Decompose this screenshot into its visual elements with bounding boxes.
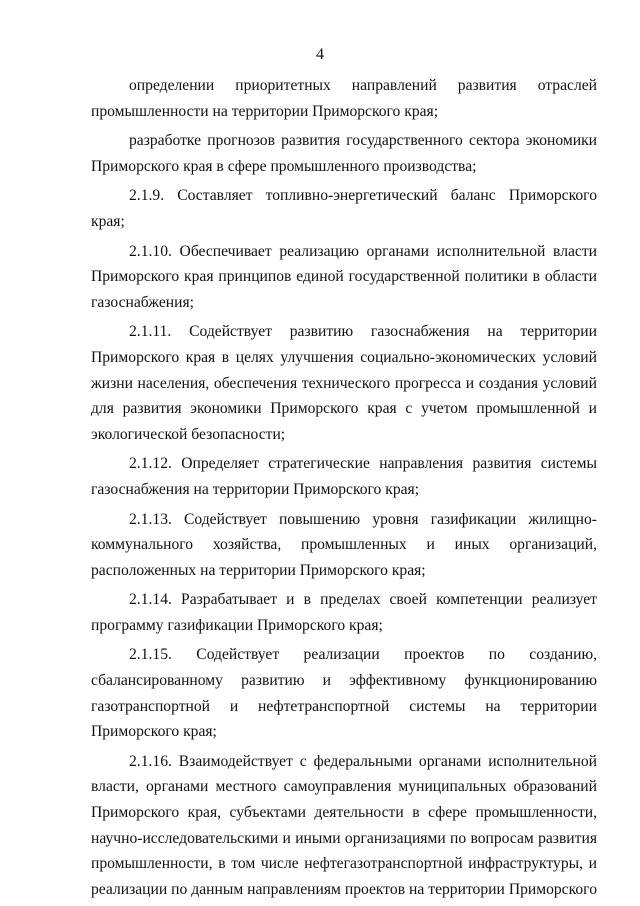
paragraph-2-1-16: 2.1.16. Взаимодействует с федеральными органами исполнительной власти, органами местного самоуправления муниципальных образований Приморского края, субъектами деятельности в сфере промышленности, научно-исследовательскими и иными организациями по вопросам развития промышленности, в том числе нефтегазотранспортной инфраструктуры, и реализации по данным направлениям проектов на территории Приморского [91, 752, 597, 898]
document-body [91, 73, 597, 906]
paragraph-2-1-11: 2.1.11. Содействует развитию газоснабжения на территории Приморского края в целях улучшения социально-экономических условий жизни населения, обеспечения технического прогресса и создания условий для развития экономики Приморского края с учетом промышленной и экологической безопасности; [91, 323, 597, 443]
paragraph-2-1-10: 2.1.10. Обеспечивает реализацию органами исполнительной власти Приморского края принципов единой государственной политики в области газоснабжения; [91, 242, 597, 311]
paragraph-2-1-15: 2.1.15. Содействует реализации проектов по созданию, сбалансированному развитию и эффективному функционированию газотранспортной и нефтетранспортной системы на территории Приморского края; [91, 646, 597, 741]
paragraph-2-1-13: 2.1.13. Содействует повышению уровня газификации жилищно-коммунального хозяйства, промышленных и иных организаций, расположенных на территории Приморского края; [91, 510, 597, 579]
paragraph-2-1-9: 2.1.9. Составляет топливно-энергетический баланс Приморского края; [91, 187, 597, 230]
paragraph-forecast-development: разработке прогнозов развития государственного сектора экономики Приморского края в сфере промышленного производства; [91, 132, 597, 175]
paragraph-2-1-14: 2.1.14. Разрабатывает и в пределах своей компетенции реализует программу газификации Приморского края; [91, 591, 597, 634]
page-number: 4 [316, 46, 324, 63]
paragraph-industry-priorities: определении приоритетных направлений развития отраслей промышленности на территории Приморского края; [91, 77, 597, 120]
paragraph-2-1-12: 2.1.12. Определяет стратегические направления развития системы газоснабжения на территории Приморского края; [91, 455, 597, 498]
